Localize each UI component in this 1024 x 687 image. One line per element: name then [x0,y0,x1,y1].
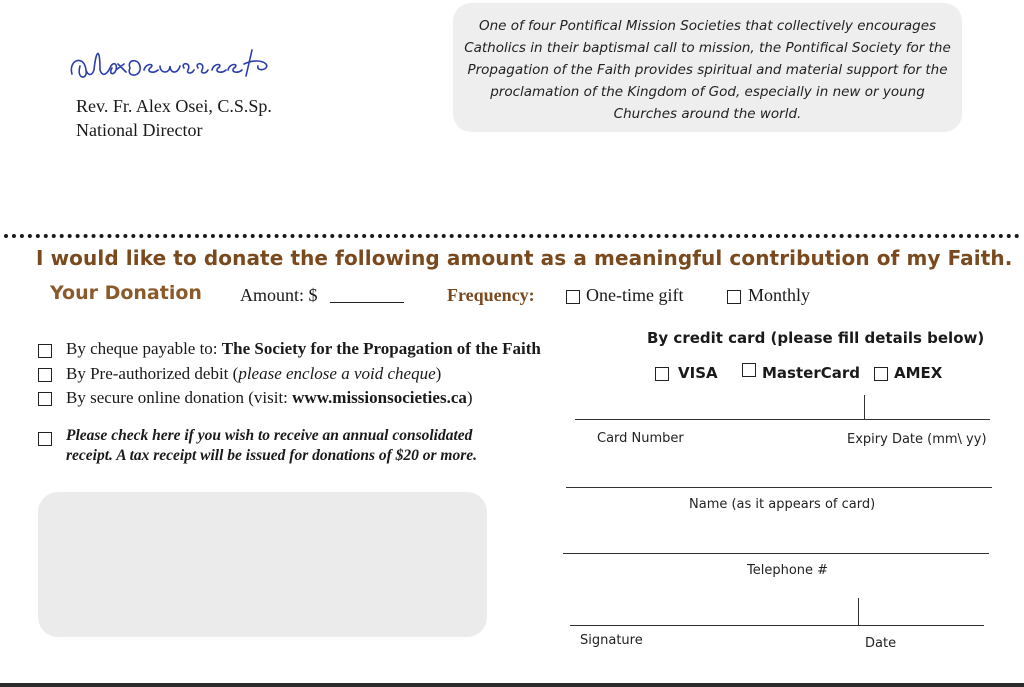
amex-label: AMEX [894,364,943,382]
donation-headline: I would like to donate the following amount as a meaningful contribution of my Faith. [36,246,1013,270]
amex-checkbox[interactable] [874,367,888,381]
cheque-payee: The Society for the Propagation of the Faith [221,339,541,358]
online-option [66,388,473,408]
signature-field-divider [858,598,859,625]
mission-info-text: One of four Pontifical Mission Societies that collectively encourages Catholics in their baptismal call to mission, the Pontifical Society for the Propagation of the Faith provides spiritual and material support for the proclamation of the Kingdom of God, especially in new or young Churches around the world. [464,18,951,122]
online-checkbox[interactable] [38,392,52,406]
cardholder-name-field[interactable] [566,487,992,488]
cardholder-name-label: Name (as it appears of card) [689,497,876,512]
monthly-label: Monthly [748,285,811,305]
visa-label: VISA [678,364,718,382]
signature-label: Signature [580,633,643,648]
debit-note: please enclose a void cheque [238,364,436,383]
mastercard-label: MasterCard [762,364,860,382]
expiry-date-label: Expiry Date (mm\ yy) [847,432,987,447]
receipt-text [66,426,477,466]
signer-name: Rev. Fr. Alex Osei, C.S.Sp. [76,96,272,116]
credit-card-heading: By credit card (please fill details below) [647,329,985,347]
cheque-prefix: By cheque payable to: [66,339,218,358]
card-number-field[interactable] [575,419,990,420]
monthly-checkbox[interactable] [727,290,741,304]
telephone-label: Telephone # [747,563,829,578]
frequency-label: Frequency: [447,285,535,305]
debit-prefix: By Pre-authorized debit ( [66,364,239,383]
cheque-checkbox[interactable] [38,344,52,358]
one-time-gift-label: One-time gift [586,285,684,305]
debit-option [66,364,441,384]
receipt-line-2: receipt. A tax receipt will be issued for donations of $20 or more. [66,447,478,464]
address-panel [38,492,487,637]
mastercard-checkbox[interactable] [742,363,756,377]
cheque-option [66,339,541,359]
signature-image [66,40,296,90]
signature-field[interactable] [570,625,984,626]
amount-input-line[interactable] [330,302,404,303]
receipt-checkbox[interactable] [38,432,52,446]
one-time-gift-checkbox[interactable] [566,290,580,304]
visa-checkbox[interactable] [655,367,669,381]
online-url: www.missionsocieties.ca [292,388,467,407]
your-donation-heading: Your Donation [50,282,202,304]
amount-label: Amount: $ [240,285,318,305]
online-prefix: By secure online donation (visit: [66,388,293,407]
mission-info-box [453,3,962,132]
debit-suffix: ) [435,364,442,383]
date-label: Date [865,636,897,651]
card-number-label: Card Number [597,431,684,446]
dotted-cut-line [4,234,1020,238]
signer-title: National Director [76,120,203,140]
bottom-border [0,683,1024,687]
telephone-field[interactable] [563,553,989,554]
card-field-divider [864,395,865,419]
debit-checkbox[interactable] [38,368,52,382]
receipt-line-1: Please check here if you wish to receive an annual consolidated [66,427,473,444]
online-suffix: ) [466,388,473,407]
